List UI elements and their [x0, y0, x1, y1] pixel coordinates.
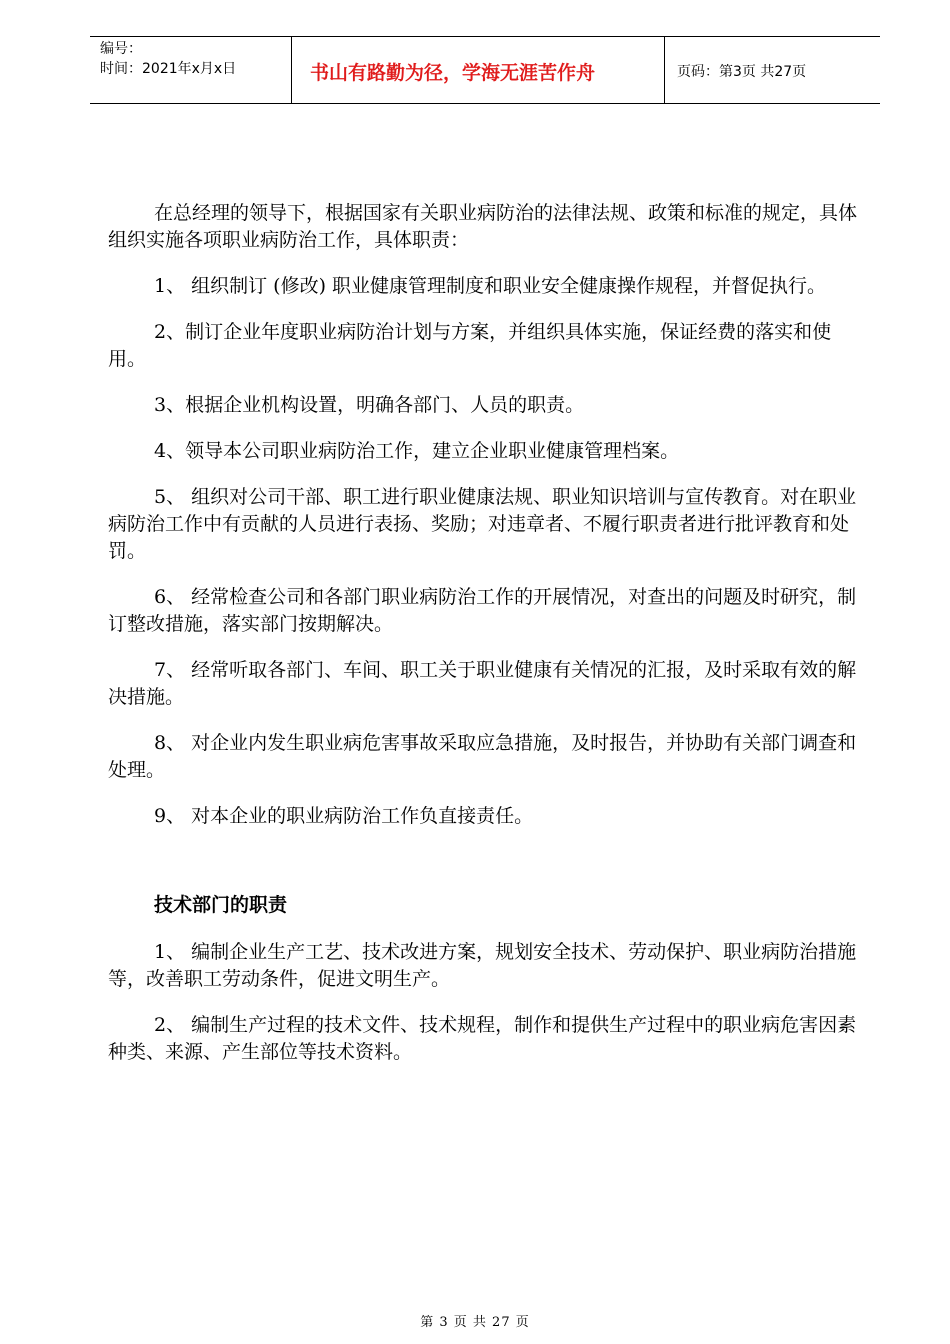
header-motto: 书山有路勤为径，学海无涯苦作舟: [292, 37, 665, 103]
time-label: 时间：2021年x月x日: [100, 61, 237, 77]
header-page-info: 页码：第3页 共27页: [677, 64, 807, 80]
footer-page-number: 第 3 页 共 27 页: [420, 1315, 530, 1330]
duty-item: 5、 组织对公司干部、职工进行职业健康法规、职业知识培训与宣传教育。对在职业病防治工作中有贡献的人员进行表扬、奖励；对违章者、不履行职责者进行批评教育和处罚。: [108, 486, 857, 562]
document-body: [108, 200, 860, 1085]
page-footer: [0, 1311, 950, 1330]
number-label: 编号：: [100, 41, 142, 57]
duty-item: 2、制订企业年度职业病防治计划与方案，并组织具体实施，保证经费的落实和使用。: [108, 321, 832, 370]
duty-item: 8、 对企业内发生职业病危害事故采取应急措施，及时报告，并协助有关部门调查和处理。: [108, 732, 857, 781]
section-item: 1、 编制企业生产工艺、技术改进方案，规划安全技术、劳动保护、职业病防治措施等，改善职工劳动条件，促进文明生产。: [108, 941, 857, 990]
duty-item: 9、 对本企业的职业病防治工作负直接责任。: [154, 805, 534, 827]
header-meta: [90, 37, 292, 103]
duty-item: 6、 经常检查公司和各部门职业病防治工作的开展情况，对查出的问题及时研究，制订整改措施，落实部门按期解决。: [108, 586, 857, 635]
duty-item: 3、根据企业机构设置，明确各部门、人员的职责。: [154, 394, 585, 416]
page-header: [90, 36, 880, 104]
intro-paragraph: 在总经理的领导下，根据国家有关职业病防治的法律法规、政策和标准的规定，具体组织实施各项职业病防治工作，具体职责：: [108, 202, 858, 251]
section-title: 技术部门的职责: [154, 894, 288, 916]
duty-item: 1、 组织制订 (修改) 职业健康管理制度和职业安全健康操作规程，并督促执行。: [154, 275, 827, 297]
section-item: 2、 编制生产过程的技术文件、技术规程，制作和提供生产过程中的职业病危害因素种类、来源、产生部位等技术资料。: [108, 1014, 857, 1063]
duty-item: 7、 经常听取各部门、车间、职工关于职业健康有关情况的汇报，及时采取有效的解决措施。: [108, 659, 857, 708]
duty-item: 4、领导本公司职业病防治工作，建立企业职业健康管理档案。: [154, 440, 680, 462]
